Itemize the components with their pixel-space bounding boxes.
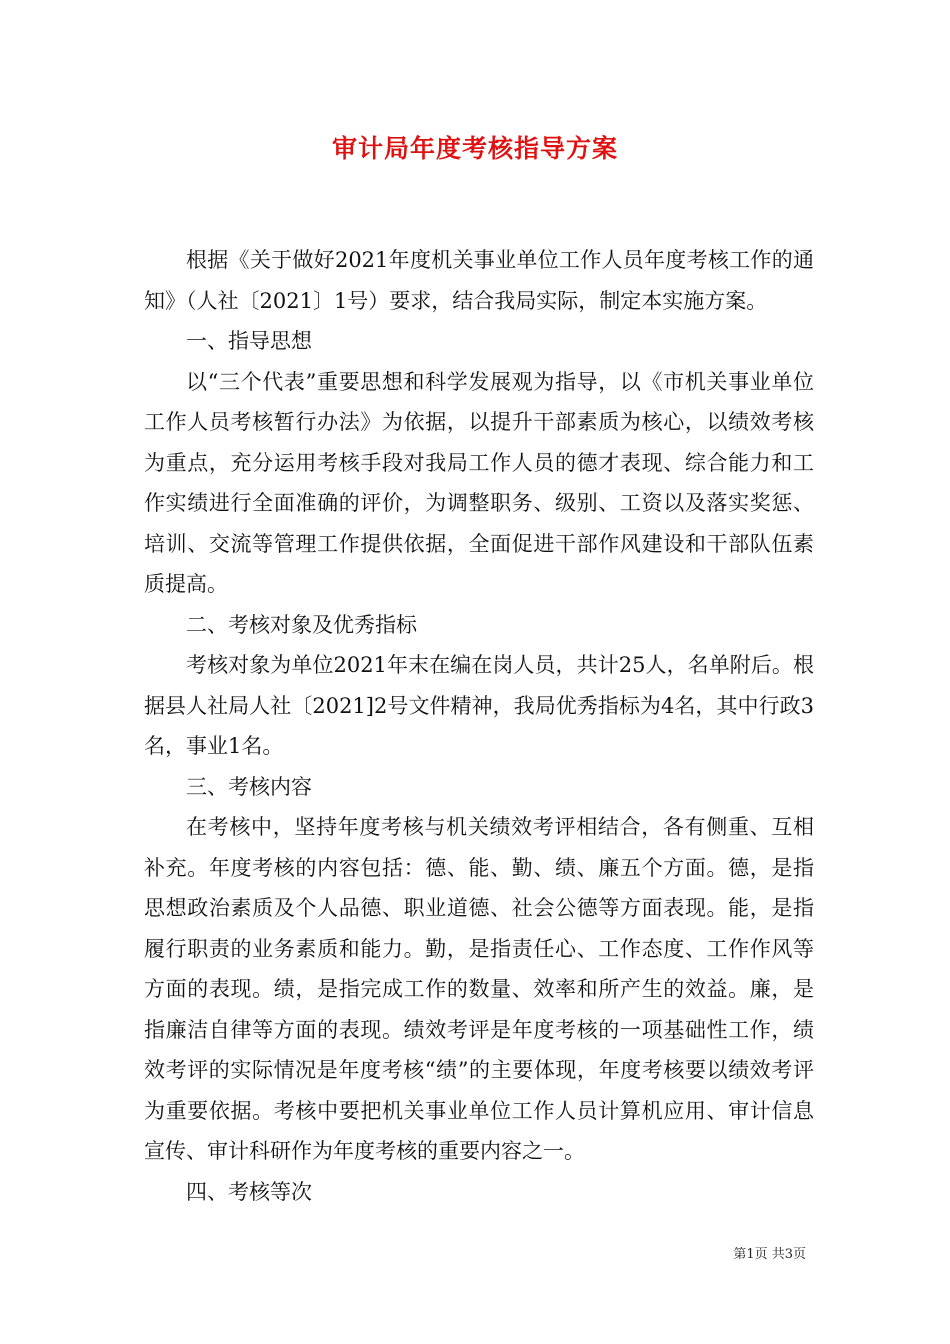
document-body <box>144 240 814 1212</box>
assessment-content-paragraph: 在考核中，坚持年度考核与机关绩效考评相结合，各有侧重、互相补充。年度考核的内容包括：德、能、勤、绩、廉五个方面。德，是指思想政治素质及个人品德、职业道德、社会公德等方面表现。能，是指履行职责的业务素质和能力。勤，是指责任心、工作态度、工作作风等方面的表现。绩，是指完成工作的数量、效率和所产生的效益。廉，是指廉洁自律等方面的表现。绩效考评是年度考核的一项基础性工作，绩效考评的实际情况是年度考核“绩”的主要体现，年度考核要以绩效考评为重要依据。考核中要把机关事业单位工作人员计算机应用、审计信息宣传、审计科研作为年度考核的重要内容之一。 <box>144 815 814 1163</box>
guiding-ideology-paragraph: 以“三个代表”重要思想和科学发展观为指导，以《市机关事业单位工作人员考核暂行办法》为依据，以提升干部素质为核心，以绩效考核为重点，充分运用考核手段对我局工作人员的德才表现、综合能力和工作实绩进行全面准确的评价，为调整职务、级别、工资以及落实奖惩、培训、交流等管理工作提供依据，全面促进干部作风建设和干部队伍素质提高。 <box>144 369 814 596</box>
section-heading-assessment-targets: 二、考核对象及优秀指标 <box>186 612 417 637</box>
section-heading-assessment-grades: 四、考核等次 <box>186 1179 312 1204</box>
assessment-targets-paragraph: 考核对象为单位2021年末在编在岗人员，共计25人，名单附后。根据县人社局人社〔2021]2号文件精神，我局优秀指标为4名，其中行政3名，事业1名。 <box>144 653 814 758</box>
page-number-footer: 第1页 共3页 <box>733 1247 806 1262</box>
section-heading-assessment-content: 三、考核内容 <box>186 774 312 799</box>
section-heading-guiding-ideology: 一、指导思想 <box>186 329 312 353</box>
document-title: 审计局年度考核指导方案 <box>331 134 618 163</box>
intro-paragraph: 根据《关于做好2021年度机关事业单位工作人员年度考核工作的通知》（人社〔2021〕1号）要求，结合我局实际，制定本实施方案。 <box>144 248 814 313</box>
